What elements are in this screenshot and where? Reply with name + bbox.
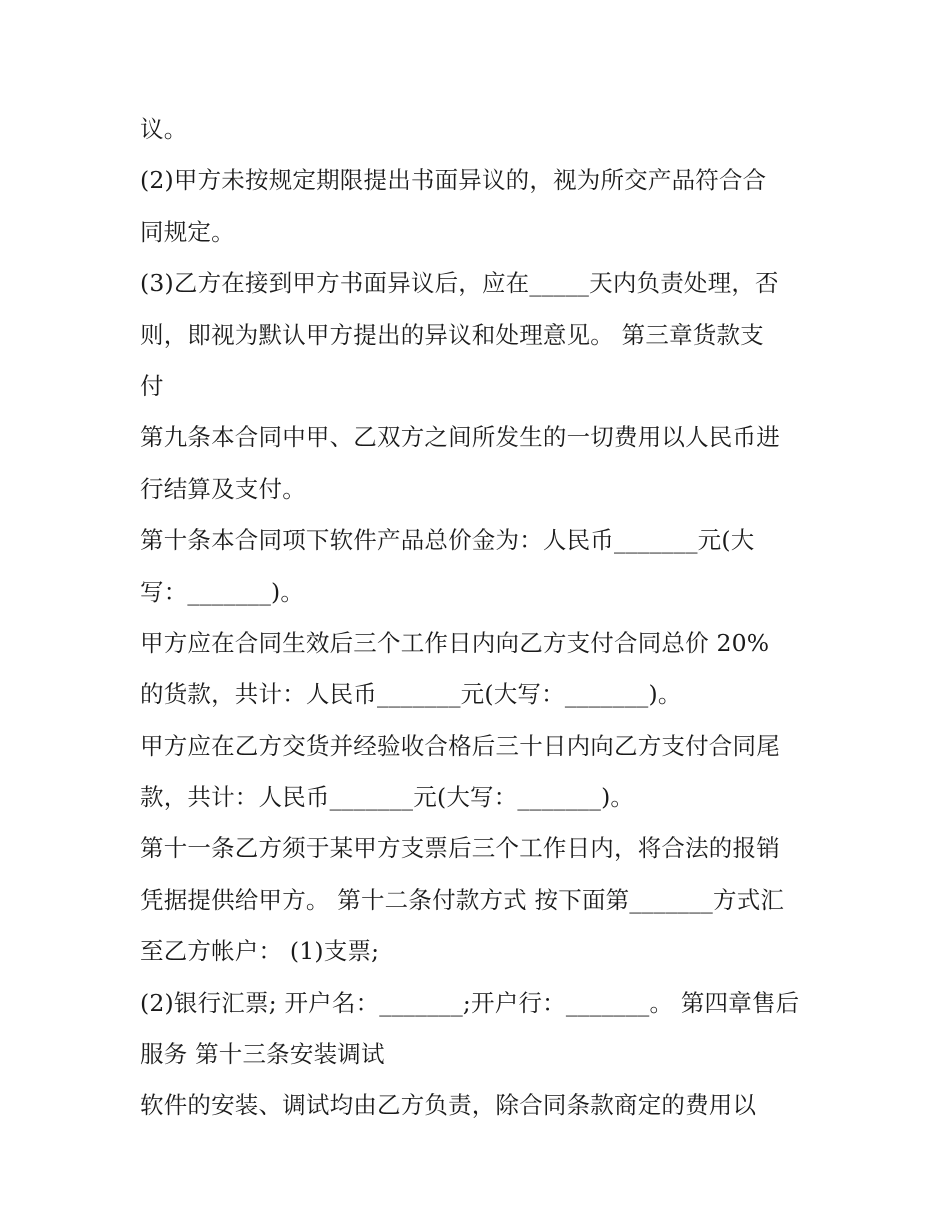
text-line: 服务 第十三条安装调试: [140, 1040, 385, 1069]
text-line: 至乙方帐户： (1)支票;: [140, 937, 380, 966]
text-line: 付: [140, 371, 164, 400]
text-line: 凭据提供给甲方。 第十二条付款方式 按下面第_______方式汇: [140, 885, 785, 914]
text-line: 的货款，共计：人民币_______元(大写：_______)。: [140, 680, 682, 709]
text-line: 写：_______)。: [140, 577, 305, 606]
text-line: 议。: [140, 115, 188, 143]
text-line: (2)甲方未按规定期限提出书面异议的，视为所交产品符合合: [140, 166, 767, 195]
text-line: (3)乙方在接到甲方书面异议后，应在_____天内负责处理，否: [140, 269, 779, 298]
text-line: 甲方应在乙方交货并经验收合格后三十日内向乙方支付合同尾: [140, 731, 780, 760]
text-line: 同规定。: [140, 217, 235, 246]
text-line: 第十一条乙方须于某甲方支票后三个工作日内，将合法的报销: [140, 834, 780, 863]
text-line: 甲方应在合同生效后三个工作日内向乙方支付合同总价 20%: [140, 628, 770, 657]
text-line: (2)银行汇票; 开户名：_______;开户行：_______。 第四章售后: [140, 988, 800, 1017]
text-line: 行结算及支付。: [140, 474, 306, 503]
document-body: [140, 104, 820, 1132]
text-line: 则，即视为默认甲方提出的异议和处理意见。 第三章货款支: [140, 320, 764, 349]
text-line: 第九条本合同中甲、乙双方之间所发生的一切费用以人民币进: [140, 423, 780, 452]
text-line: 软件的安装、调试均由乙方负责，除合同条款商定的费用以: [140, 1091, 757, 1120]
text-line: 款，共计：人民币_______元(大写：_______)。: [140, 783, 635, 812]
text-line: 第十条本合同项下软件产品总价金为：人民币_______元(大: [140, 526, 755, 555]
